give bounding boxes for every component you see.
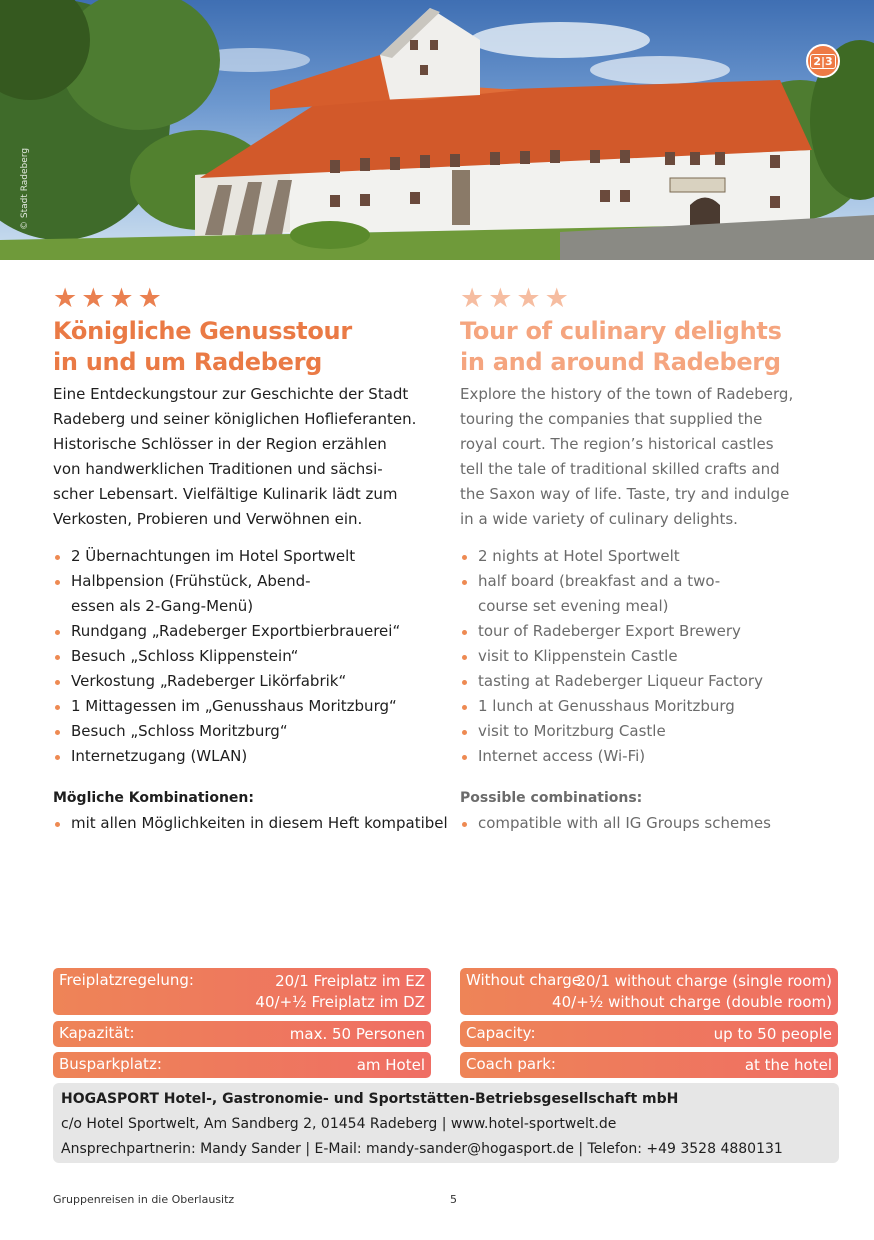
address-line[interactable]: c/o Hotel Sportwelt, Am Sandberg 2, 01454 Radeberg | www.hotel-sportwelt.de — [61, 1116, 617, 1132]
hero-photo — [0, 0, 874, 260]
capacity-label-en: Capacity: — [466, 1024, 536, 1042]
list-item: Besuch „Schloss Klippenstein“ — [53, 644, 448, 669]
capacity-value-en: up to 50 people — [713, 1025, 832, 1043]
list-item: 2 nights at Hotel Sportwelt — [460, 544, 850, 569]
combinations-list-de — [53, 811, 448, 836]
castle-illustration — [0, 0, 874, 260]
intro-text-en: Explore the history of the town of Radeberg, touring the companies that supplied the royal court. The region’s historical castles tell the tale of traditional skilled crafts and the Saxon way of life. Taste, try and indulge in a wide variety of culinary delights. — [460, 385, 794, 528]
coach-park-bar-en — [460, 1052, 838, 1078]
footer-publication-title: Gruppenreisen in die Oberlausitz — [53, 1193, 235, 1206]
english-column — [460, 284, 850, 836]
coach-park-value-en: at the hotel — [744, 1056, 832, 1074]
combinations-list-en — [460, 811, 850, 836]
capacity-value-de: max. 50 Personen — [289, 1025, 425, 1043]
free-place-value-en: 20/1 without charge (single room) 40/+½ without charge (double room) — [552, 972, 832, 1011]
page-number: 5 — [450, 1193, 457, 1206]
combinations-title-de: Mögliche Kombinationen: — [53, 790, 254, 806]
capacity-bar-en — [460, 1021, 838, 1047]
free-place-bar-de — [53, 968, 431, 1015]
list-item: Internet access (Wi-Fi) — [460, 744, 850, 769]
list-item: half board (breakfast and a two- course set evening meal) — [460, 569, 850, 619]
list-item: tasting at Radeberger Liqueur Factory — [460, 669, 850, 694]
list-item: 1 Mittagessen im „Genusshaus Moritzburg“ — [53, 694, 448, 719]
list-item: Besuch „Schloss Moritzburg“ — [53, 719, 448, 744]
combinations-title-en: Possible combinations: — [460, 790, 643, 806]
company-name: HOGASPORT Hotel-, Gastronomie- und Sportstätten-Betriebsgesellschaft mbH — [61, 1091, 679, 1107]
list-item: Rundgang „Radeberger Exportbierbrauerei“ — [53, 619, 448, 644]
contact-person-line[interactable]: Ansprechpartnerin: Mandy Sander | E-Mail: mandy-sander@hogasport.de | Telefon: +49 3528 4880131 — [61, 1141, 783, 1157]
list-item: tour of Radeberger Export Brewery — [460, 619, 850, 644]
photo-credit: © Stadt Radeberg — [20, 147, 30, 230]
list-item: compatible with all IG Groups schemes — [460, 811, 850, 836]
list-item: 2 Übernachtungen im Hotel Sportwelt — [53, 544, 448, 569]
free-place-value-de: 20/1 Freiplatz im EZ 40/+½ Freiplatz im DZ — [255, 972, 425, 1011]
capacity-bar-de — [53, 1021, 431, 1047]
page-badge-icon: 2|3 — [806, 44, 840, 78]
free-place-label-en: Without charge: — [466, 971, 587, 989]
intro-text-de: Eine Entdeckungstour zur Geschichte der Stadt Radeberg und seiner königlichen Hoflieferanten. Historische Schlösser in der Region erzählen von handwerklichen Traditionen und sächsi- scher Lebensart. Vielfältige Kulinarik lädt zum Verkosten, Probieren und Verwöhnen ein. — [53, 385, 417, 528]
free-place-bar-en — [460, 968, 838, 1015]
list-item: Internetzugang (WLAN) — [53, 744, 448, 769]
tour-title-de: Königliche Genusstour in und um Radeberg — [53, 317, 352, 376]
capacity-label-de: Kapazität: — [59, 1024, 135, 1042]
services-list-de — [53, 544, 448, 769]
rating-stars-icon: ★★★★ — [460, 283, 573, 314]
bus-parking-bar-de — [53, 1052, 431, 1078]
free-place-label-de: Freiplatzregelung: — [59, 971, 194, 989]
list-item: Verkostung „Radeberger Likörfabrik“ — [53, 669, 448, 694]
bus-parking-label-de: Busparkplatz: — [59, 1055, 162, 1073]
list-item: 1 lunch at Genusshaus Moritzburg — [460, 694, 850, 719]
list-item: visit to Moritzburg Castle — [460, 719, 850, 744]
german-column — [53, 284, 448, 836]
list-item: Halbpension (Frühstück, Abend- essen als 2-Gang-Menü) — [53, 569, 448, 619]
tour-title-en: Tour of culinary delights in and around Radeberg — [460, 317, 782, 376]
list-item: visit to Klippenstein Castle — [460, 644, 850, 669]
bus-parking-value-de: am Hotel — [356, 1056, 425, 1074]
contact-box — [53, 1083, 839, 1163]
list-item: mit allen Möglichkeiten in diesem Heft kompatibel — [53, 811, 448, 836]
coach-park-label-en: Coach park: — [466, 1055, 556, 1073]
rating-stars-icon: ★★★★ — [53, 283, 166, 314]
services-list-en — [460, 544, 850, 769]
